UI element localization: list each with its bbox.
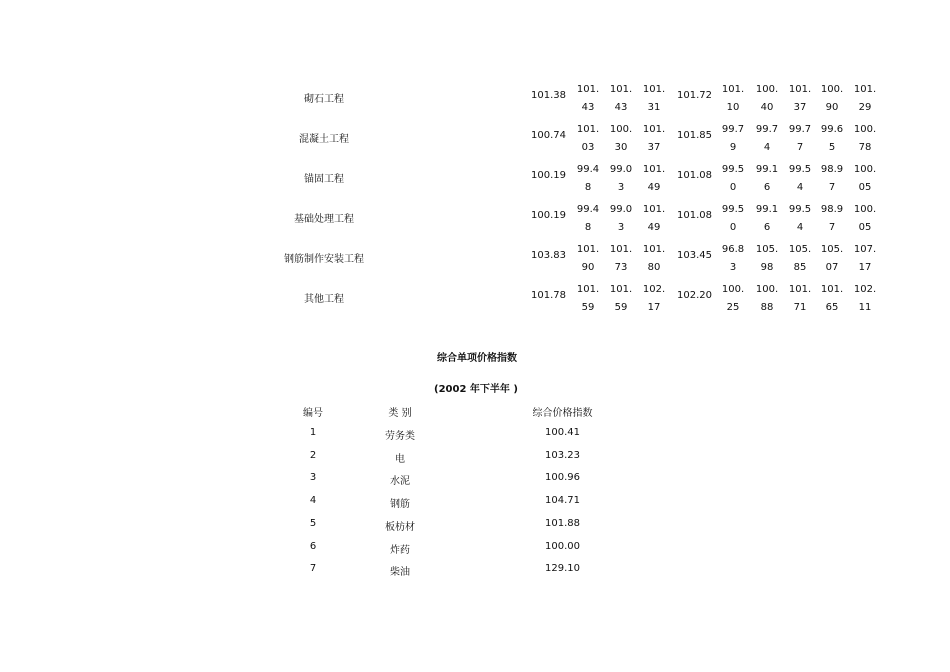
split-value-cell	[571, 81, 605, 117]
split-part: 05	[858, 182, 872, 193]
split-part: 43	[581, 102, 595, 113]
split-part: 5	[828, 142, 836, 153]
split-part: 4	[763, 142, 771, 153]
split-part: 31	[647, 102, 661, 113]
split-part: 101.	[642, 164, 666, 175]
row-number: 4	[309, 495, 317, 506]
split-part: 73	[614, 262, 628, 273]
split-value-cell	[716, 241, 750, 277]
split-part: 100.	[755, 84, 779, 95]
split-part: 4	[796, 182, 804, 193]
row-name: 锚固工程	[304, 174, 344, 185]
split-part: 101.	[576, 124, 600, 135]
row-number: 5	[309, 518, 317, 529]
split-part: 101.	[820, 284, 844, 295]
split-part: 100.	[820, 84, 844, 95]
header-no: 编号	[303, 408, 323, 419]
table-row	[0, 237, 950, 277]
split-part: 100.	[853, 204, 877, 215]
split-value-cell	[750, 281, 784, 317]
row-name: 其他工程	[304, 294, 344, 305]
split-part: 37	[793, 102, 807, 113]
row-category: 钢筋	[390, 499, 410, 510]
table-row	[0, 117, 950, 157]
split-part: 03	[581, 142, 595, 153]
split-part: 88	[760, 302, 774, 313]
split-value-cell	[783, 121, 817, 157]
row-name: 砌石工程	[304, 94, 344, 105]
split-value-cell	[848, 121, 882, 157]
split-value-cell	[604, 201, 638, 237]
row-number: 7	[309, 563, 317, 574]
value-cell: 103.45	[677, 250, 712, 261]
split-part: 101.	[788, 284, 812, 295]
split-part: 43	[614, 102, 628, 113]
split-value-cell	[716, 281, 750, 317]
split-part: 102.	[853, 284, 877, 295]
split-part: 3	[729, 262, 737, 273]
value-cell: 103.83	[531, 250, 566, 261]
split-part: 59	[581, 302, 595, 313]
split-value-cell	[783, 281, 817, 317]
split-part: 98.9	[820, 164, 844, 175]
split-part: 96.8	[721, 244, 745, 255]
split-value-cell	[716, 121, 750, 157]
table-row	[0, 197, 950, 237]
row-category: 水泥	[390, 476, 410, 487]
row-index-value: 100.00	[545, 541, 580, 552]
split-part: 71	[793, 302, 807, 313]
split-part: 99.5	[721, 204, 745, 215]
split-part: 7	[828, 182, 836, 193]
split-value-cell	[783, 201, 817, 237]
split-part: 101.	[788, 84, 812, 95]
split-part: 8	[584, 182, 592, 193]
value-cell: 100.19	[531, 210, 566, 221]
header-index: 综合价格指数	[532, 408, 593, 419]
split-value-cell	[604, 121, 638, 157]
section-title: 综合单项价格指数	[437, 353, 517, 364]
split-value-cell	[750, 241, 784, 277]
split-part: 101.	[642, 204, 666, 215]
split-part: 99.5	[788, 164, 812, 175]
split-part: 99.4	[576, 164, 600, 175]
split-part: 101.	[576, 244, 600, 255]
row-index-value: 104.71	[545, 495, 580, 506]
split-value-cell	[815, 121, 849, 157]
row-index-value: 101.88	[545, 518, 580, 529]
split-part: 100.	[755, 284, 779, 295]
row-category: 柴油	[390, 567, 410, 578]
split-value-cell	[750, 201, 784, 237]
split-value-cell	[750, 161, 784, 197]
split-part: 101.	[721, 84, 745, 95]
value-cell: 101.08	[677, 170, 712, 181]
split-part: 101.	[853, 84, 877, 95]
split-part: 8	[584, 222, 592, 233]
split-value-cell	[848, 281, 882, 317]
split-value-cell	[783, 161, 817, 197]
split-value-cell	[848, 81, 882, 117]
header-category: 类 别	[388, 408, 412, 419]
split-value-cell	[848, 201, 882, 237]
split-value-cell	[604, 281, 638, 317]
split-part: 99.4	[576, 204, 600, 215]
split-part: 37	[647, 142, 661, 153]
value-cell: 101.85	[677, 130, 712, 141]
split-part: 99.5	[788, 204, 812, 215]
split-value-cell	[815, 201, 849, 237]
value-cell: 101.08	[677, 210, 712, 221]
value-cell: 100.19	[531, 170, 566, 181]
split-value-cell	[848, 241, 882, 277]
split-part: 3	[617, 222, 625, 233]
split-part: 99.5	[721, 164, 745, 175]
split-part: 100.	[721, 284, 745, 295]
split-part: 99.1	[755, 204, 779, 215]
split-part: 7	[796, 142, 804, 153]
split-part: 6	[763, 222, 771, 233]
split-part: 107.	[853, 244, 877, 255]
split-value-cell	[716, 161, 750, 197]
split-part: 99.7	[788, 124, 812, 135]
split-part: 10	[726, 102, 740, 113]
split-value-cell	[604, 241, 638, 277]
split-part: 99.6	[820, 124, 844, 135]
split-part: 98.9	[820, 204, 844, 215]
split-value-cell	[604, 161, 638, 197]
split-part: 99.0	[609, 164, 633, 175]
split-value-cell	[750, 121, 784, 157]
table-row	[0, 277, 950, 317]
split-part: 99.7	[721, 124, 745, 135]
split-value-cell	[815, 281, 849, 317]
split-part: 59	[614, 302, 628, 313]
row-index-value: 103.23	[545, 450, 580, 461]
split-part: 25	[726, 302, 740, 313]
row-number: 2	[309, 450, 317, 461]
split-value-cell	[571, 241, 605, 277]
row-index-value: 100.41	[545, 427, 580, 438]
value-cell: 101.38	[531, 90, 566, 101]
split-value-cell	[750, 81, 784, 117]
split-part: 3	[617, 182, 625, 193]
row-name: 基础处理工程	[294, 214, 354, 225]
split-part: 11	[858, 302, 872, 313]
table-row	[0, 157, 950, 197]
split-value-cell	[815, 241, 849, 277]
split-value-cell	[571, 121, 605, 157]
value-cell: 101.78	[531, 290, 566, 301]
split-part: 100.	[853, 124, 877, 135]
split-part: 101.	[609, 84, 633, 95]
split-part: 100.	[609, 124, 633, 135]
split-part: 9	[729, 142, 737, 153]
split-value-cell	[815, 81, 849, 117]
split-part: 6	[763, 182, 771, 193]
split-part: 0	[729, 222, 737, 233]
split-part: 07	[825, 262, 839, 273]
split-part: 85	[793, 262, 807, 273]
split-part: 101.	[576, 84, 600, 95]
split-part: 105.	[788, 244, 812, 255]
split-part: 17	[858, 262, 872, 273]
split-part: 99.0	[609, 204, 633, 215]
split-part: 99.7	[755, 124, 779, 135]
row-index-value: 129.10	[545, 563, 580, 574]
split-part: 105.	[820, 244, 844, 255]
row-category: 劳务类	[385, 431, 415, 442]
split-part: 101.	[642, 84, 666, 95]
split-part: 101.	[609, 284, 633, 295]
split-part: 4	[796, 222, 804, 233]
row-name: 钢筋制作安装工程	[284, 254, 364, 265]
split-part: 78	[858, 142, 872, 153]
row-name: 混凝土工程	[299, 134, 349, 145]
split-value-cell	[571, 281, 605, 317]
value-cell: 101.72	[677, 90, 712, 101]
row-category: 板枋材	[385, 522, 415, 533]
split-value-cell	[571, 201, 605, 237]
row-number: 6	[309, 541, 317, 552]
split-part: 101.	[609, 244, 633, 255]
split-value-cell	[604, 81, 638, 117]
split-value-cell	[716, 201, 750, 237]
split-value-cell	[815, 161, 849, 197]
row-category: 炸药	[390, 545, 410, 556]
split-part: 101.	[576, 284, 600, 295]
split-value-cell	[716, 81, 750, 117]
split-value-cell	[783, 241, 817, 277]
split-part: 65	[825, 302, 839, 313]
split-part: 49	[647, 182, 661, 193]
split-value-cell	[783, 81, 817, 117]
table-row	[0, 77, 950, 117]
split-part: 40	[760, 102, 774, 113]
split-part: 49	[647, 222, 661, 233]
split-part: 101.	[642, 124, 666, 135]
split-part: 7	[828, 222, 836, 233]
split-part: 90	[825, 102, 839, 113]
value-cell: 100.74	[531, 130, 566, 141]
row-number: 1	[309, 427, 317, 438]
row-number: 3	[309, 472, 317, 483]
split-part: 05	[858, 222, 872, 233]
split-part: 98	[760, 262, 774, 273]
split-part: 30	[614, 142, 628, 153]
section-subtitle: (2002 年下半年 )	[434, 384, 518, 395]
row-index-value: 100.96	[545, 472, 580, 483]
value-cell: 102.20	[677, 290, 712, 301]
split-value-cell	[571, 161, 605, 197]
split-part: 102.	[642, 284, 666, 295]
split-part: 90	[581, 262, 595, 273]
split-part: 101.	[642, 244, 666, 255]
split-part: 80	[647, 262, 661, 273]
split-part: 100.	[853, 164, 877, 175]
split-part: 29	[858, 102, 872, 113]
split-part: 17	[647, 302, 661, 313]
row-category: 电	[395, 454, 405, 465]
split-part: 99.1	[755, 164, 779, 175]
split-part: 0	[729, 182, 737, 193]
split-part: 105.	[755, 244, 779, 255]
split-value-cell	[848, 161, 882, 197]
